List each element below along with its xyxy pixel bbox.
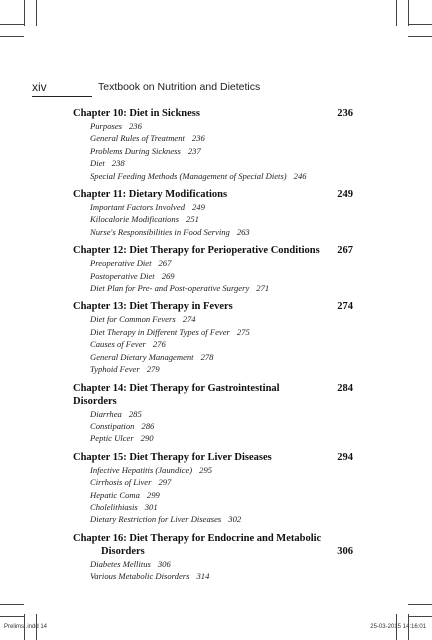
toc-entry-title: Dietary Restriction for Liver Diseases — [90, 514, 222, 525]
chapter-heading — [73, 532, 353, 558]
toc-entry-title: Diet — [90, 158, 105, 169]
toc-entry-title: Constipation — [90, 420, 135, 431]
toc-entry — [73, 257, 353, 269]
toc-entry — [73, 170, 353, 182]
chapter-title — [73, 107, 200, 120]
chapter-page-number: 267 — [337, 245, 353, 257]
toc-entry-title: Postoperative Diet — [90, 270, 155, 281]
crop-mark — [24, 0, 25, 26]
chapter-page-number: 236 — [337, 108, 353, 119]
chapter-page-number: 294 — [337, 451, 353, 463]
toc-entry-title: Various Metabolic Disorders — [90, 571, 190, 582]
chapter-block — [73, 244, 353, 294]
toc-entry — [73, 157, 353, 169]
toc-entry-title: Diabetes Mellitus — [90, 558, 151, 569]
toc-entry-title: Infective Hepatitis (Jaundice) — [90, 464, 193, 475]
toc-entry-title: Nurse's Responsibilities in Food Serving — [90, 226, 230, 237]
crop-mark — [408, 24, 432, 25]
toc-entry-title: Peptic Ulcer — [90, 433, 134, 444]
toc-entry-page: 269 — [161, 270, 175, 281]
toc-entry — [73, 120, 353, 132]
chapter-block — [73, 188, 353, 238]
chapter-page-number: 284 — [337, 382, 353, 394]
toc-entry-title: Diet for Common Fevers — [90, 314, 176, 325]
toc-entry — [73, 313, 353, 325]
chapter-page-number: 249 — [337, 189, 353, 201]
toc-entry-page: 285 — [128, 408, 142, 419]
toc-entry — [73, 351, 353, 363]
toc-entry — [73, 145, 353, 157]
chapter-title-text: Chapter 13: Diet Therapy in Fevers — [73, 301, 233, 313]
chapter-title-text: Chapter 11: Dietary Modifications — [73, 189, 228, 201]
toc-entry-page: 263 — [236, 226, 250, 237]
chapter-title-text: Chapter 15: Diet Therapy for Liver Diseases — [73, 451, 272, 463]
crop-mark — [0, 604, 24, 605]
chapter-block — [73, 300, 353, 375]
toc-entry-page: 302 — [228, 514, 242, 525]
toc-entry — [73, 326, 353, 338]
toc-entry — [73, 464, 353, 476]
chapter-title-line2: Disorders — [101, 545, 145, 557]
toc-entry-page: 267 — [158, 258, 172, 269]
toc-entry — [73, 489, 353, 501]
chapter-heading — [73, 107, 353, 120]
crop-mark — [408, 36, 432, 37]
toc-entry — [73, 513, 353, 525]
toc-entry-title: General Rules of Treatment — [90, 133, 185, 144]
chapter-title-text: Chapter 16: Diet Therapy for Endocrine and Metabolic — [73, 532, 322, 544]
toc-entry — [73, 282, 353, 294]
toc-entry — [73, 558, 353, 570]
crop-mark — [408, 0, 409, 26]
toc-entry — [73, 570, 353, 582]
crop-mark — [396, 0, 397, 26]
toc-entry — [73, 420, 353, 432]
footer-file: Prelims .indd 14 — [4, 624, 48, 630]
toc-entry — [73, 363, 353, 375]
chapter-heading — [73, 382, 353, 408]
chapter-page-number: 306 — [337, 545, 353, 557]
toc-entry-title: Typhoid Fever — [90, 364, 140, 375]
chapter-title-text: Chapter 12: Diet Therapy for Perioperative Conditions — [73, 245, 320, 257]
toc-entry — [73, 201, 353, 213]
chapter-heading — [73, 244, 353, 257]
toc-entry — [73, 213, 353, 225]
toc-entry — [73, 501, 353, 513]
chapter-title-text: Chapter 10: Diet in Sickness — [73, 108, 200, 119]
toc-entry-title: Preoperative Diet — [90, 258, 152, 269]
toc-entry-title: Purposes — [90, 121, 122, 131]
chapter-title — [73, 451, 272, 464]
toc-entry-page: 238 — [111, 158, 125, 169]
header-rule — [32, 96, 92, 97]
running-header — [32, 80, 402, 100]
chapter-block — [73, 532, 353, 583]
page-number: xiv — [32, 80, 47, 94]
toc-entry-title: Diarrhea — [90, 408, 122, 419]
toc-entry-title: Cholelithiasis — [90, 501, 138, 512]
toc-entry-title: Problems During Sickness — [90, 145, 181, 156]
chapter-block — [73, 382, 353, 445]
toc-entry-page: 237 — [187, 145, 201, 156]
toc-entry-page: 236 — [129, 121, 142, 131]
toc-entry — [73, 432, 353, 444]
chapter-title — [73, 188, 227, 201]
chapter-heading — [73, 300, 353, 313]
toc-entry-page: 299 — [146, 489, 160, 500]
toc-entry-title: Cirrhosis of Liver — [90, 477, 152, 488]
toc-entry-page: 314 — [196, 571, 210, 582]
toc-entry — [73, 476, 353, 488]
toc-entry — [73, 408, 353, 420]
toc-entry-page: 278 — [200, 351, 214, 362]
chapter-title — [73, 532, 321, 558]
toc-entry-title: Hepatic Coma — [90, 489, 140, 500]
toc-entry — [73, 270, 353, 282]
toc-entry-page: 251 — [186, 214, 199, 225]
crop-mark — [0, 616, 24, 617]
crop-mark — [0, 36, 24, 37]
toc-entry-title: Diet Therapy in Different Types of Fever — [90, 326, 230, 337]
crop-mark — [36, 0, 37, 26]
toc-entry-page: 246 — [293, 170, 307, 181]
toc-entry-title: Important Factors Involved — [90, 202, 185, 213]
toc-entry-page: 290 — [140, 433, 154, 444]
toc-entry — [73, 226, 353, 238]
toc-entry — [73, 338, 353, 350]
toc-entry — [73, 132, 353, 144]
toc-entry-page: 306 — [157, 558, 171, 569]
toc-entry-title: Causes of Fever — [90, 339, 146, 350]
toc-entry-page: 249 — [192, 202, 205, 213]
chapter-block — [73, 451, 353, 526]
footer-timestamp: 25-03-2015 14:16:01 — [370, 624, 426, 630]
crop-mark — [408, 616, 432, 617]
toc-entry-title: Diet Plan for Pre- and Post-operative Surgery — [90, 283, 250, 294]
toc-entry-title: Kilocalorie Modifications — [90, 214, 180, 225]
crop-mark — [0, 24, 24, 25]
crop-mark — [408, 604, 432, 605]
toc-entry-page: 236 — [191, 133, 205, 144]
chapter-title-text: Chapter 14: Diet Therapy for Gastrointestinal Disorders — [73, 382, 280, 407]
toc-entry-page: 295 — [199, 464, 213, 475]
toc-entry-title: General Dietary Management — [90, 351, 194, 362]
chapter-heading — [73, 451, 353, 464]
toc-entry-page: 271 — [256, 283, 270, 294]
table-of-contents — [73, 107, 353, 589]
chapter-heading — [73, 188, 353, 201]
toc-entry-page: 276 — [152, 339, 166, 350]
chapter-page-number: 274 — [337, 301, 353, 313]
chapter-title — [73, 244, 320, 257]
toc-entry-title: Special Feeding Methods (Management of Special Diets) — [90, 170, 287, 181]
toc-entry-page: 301 — [144, 501, 158, 512]
book-title: Textbook on Nutrition and Dietetics — [98, 81, 261, 93]
toc-entry-page: 274 — [182, 314, 196, 325]
chapter-title — [73, 382, 323, 408]
toc-entry-page: 286 — [141, 420, 155, 431]
chapter-title — [73, 300, 233, 313]
toc-entry-page: 297 — [158, 477, 172, 488]
chapter-block — [73, 107, 353, 182]
toc-entry-page: 275 — [236, 326, 250, 337]
toc-entry-page: 279 — [146, 364, 160, 375]
